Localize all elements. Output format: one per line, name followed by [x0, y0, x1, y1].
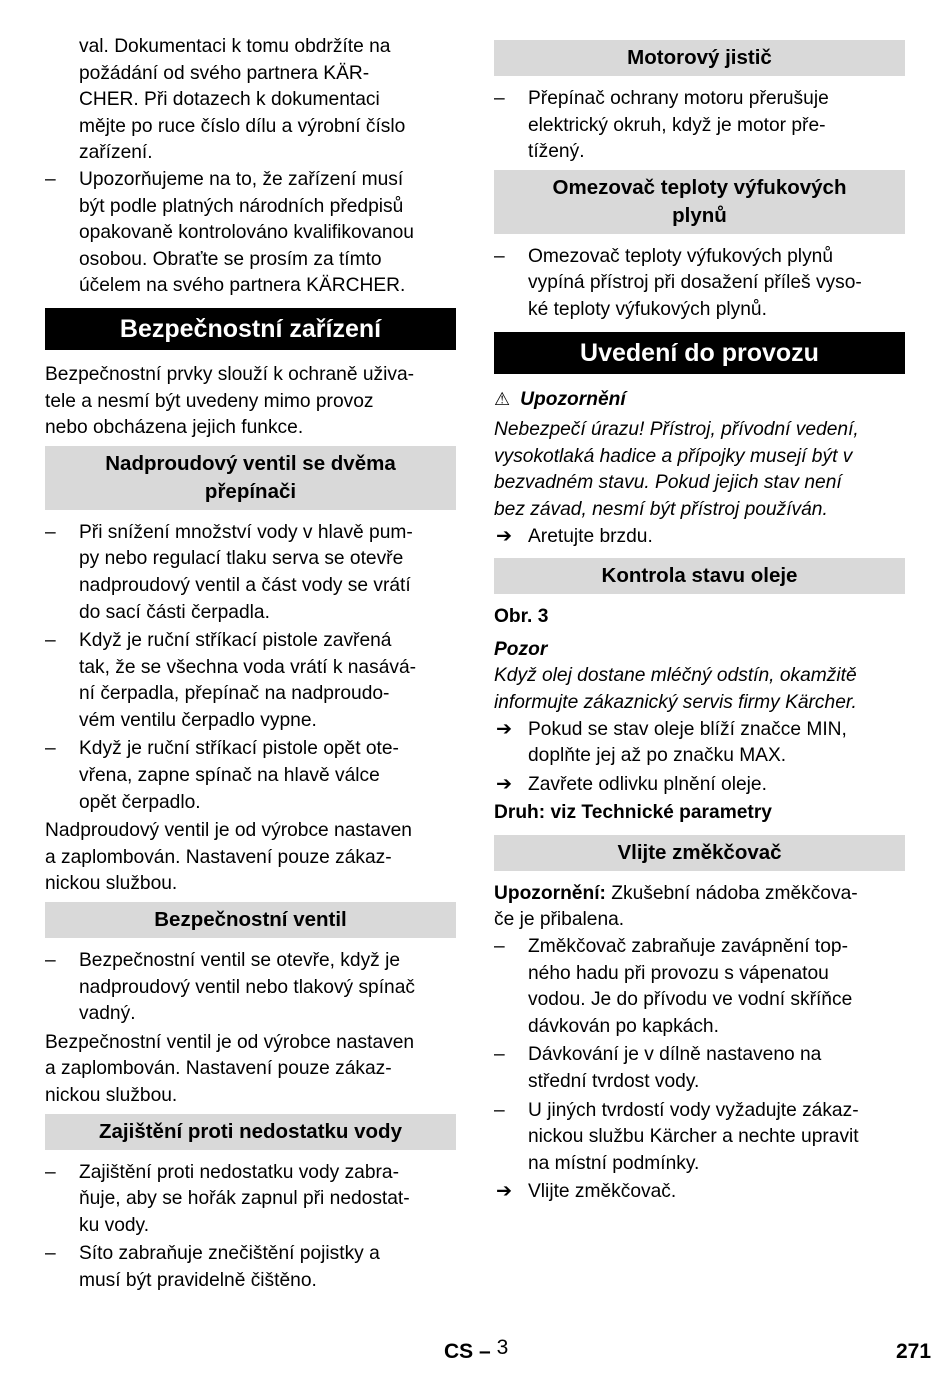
arrow-icon: ➔ [496, 718, 513, 740]
step-item: ➔ Pokud se stav oleje blíží značce MIN, doplňte jej až po značku MAX. [496, 718, 847, 767]
overflow-paragraph: Nadproudový ventil je od výrobce nastaven a zaplombován. Nastavení pouze zákaz- nickou službou. [45, 820, 412, 895]
figure-reference: Obr. 3 [494, 606, 549, 628]
caution-heading: Pozor [494, 638, 548, 660]
subheading-water-shortage: Zajištění proti nedostatku vody [45, 1114, 456, 1150]
step-item: ➔ Vlijte změkčovač. [494, 1179, 905, 1206]
valve-paragraph: Bezpečnostní ventil je od výrobce nastaven a zaplombován. Nastavení pouze zákaz- nickou službou. [45, 1031, 415, 1106]
intro-dash-item: – Upozorňujeme na to, že zařízení musí být podle platných národních předpisů opakovaně kontrolováno kvalifikovanou osobou. Obraťte se prosím za tímto účelem na svého partnera KÄRCHER. [45, 168, 414, 297]
subheading-oil-check: Kontrola stavu oleje [494, 558, 905, 594]
list-item: – Když je ruční stříkací pistole zavřená tak, že se všechna voda vrátí k nasává- ní čerpadla, přepínač na nadproudo- vém ventilu čerpadlo vypne. [45, 630, 417, 731]
subheading-safety-valve: Bezpečnostní ventil [45, 902, 456, 938]
arrow-icon: ➔ [496, 773, 513, 795]
list-item: – Bezpečnostní ventil se otevře, když je nadproudový ventil nebo tlakový spínač vadný. [45, 950, 415, 1025]
step-item: ➔ Zavřete odlivku plnění oleje. [494, 772, 905, 799]
note-paragraph: Upozornění: Zkušební nádoba změkčova- če je přibalena. [494, 882, 858, 931]
footer-language-page: CS – 3 [444, 1336, 509, 1363]
caution-text: Když olej dostane mléčný odstín, okamžitě informujte zákaznický servis firmy Kärcher. [494, 665, 857, 713]
intro-continued: val. Dokumentaci k tomu obdržíte na požádání od svého partnera KÄR- CHER. Při dotazech k dokumentaci mějte po ruce číslo dílu a výrobní číslo zařízení. [79, 36, 406, 164]
subheading-overflow-valve: Nadproudový ventil se dvěma přepínači [45, 446, 456, 510]
subheading-exhaust-limiter: Omezovač teploty výfukových plynů [494, 170, 905, 234]
section-heading-start: Uvedení do provozu [494, 332, 905, 374]
warning-text: Nebezpečí úrazu! Přístroj, přívodní vedení, vysokotlaká hadice a přípojky musejí být v bezvadném stavu. Pokud jejich stav není bez závad, nesmí být přístroj používán. [494, 419, 859, 520]
oil-type: Druh: viz Technické parametry [494, 802, 772, 824]
list-item: – Dávkování je v dílně nastaveno na střední tvrdost vody. [494, 1044, 822, 1093]
subheading-motor-breaker: Motorový jistič [494, 40, 905, 76]
arrow-icon: ➔ [496, 525, 513, 547]
warning-heading: ⚠ Upozornění [494, 388, 626, 410]
safety-paragraph: Bezpečnostní prvky slouží k ochraně uživa- tele a nesmí být uvedeny mimo provoz nebo obcházena jejich funkce. [45, 363, 415, 439]
list-item: – Přepínač ochrany motoru přerušuje elektrický okruh, když je motor pře- tížený. [494, 88, 829, 163]
section-heading-safety: Bezpečnostní zařízení [45, 308, 456, 350]
list-item: – Omezovač teploty výfukových plynů vypíná přístroj při dosažení příleš vyso- ké teploty výfukových plynů. [494, 245, 862, 320]
right-column [494, 40, 905, 1208]
list-item: – Když je ruční stříkací pistole opět ote- vřena, zapne spínač na hlavě válce opět čerpadlo. [45, 738, 399, 813]
list-item: – Změkčovač zabraňuje zavápnění top- ného hadu při provozu s vápenatou vodou. Je do přívodu ve vodní skříňce dávkován po kapkách. [494, 936, 853, 1037]
left-column [45, 34, 456, 1297]
step-item: ➔ Aretujte brzdu. [494, 524, 905, 551]
list-item: – Zajištění proti nedostatku vody zabra- ňuje, aby se hořák zapnul při nedostat- ku vody. [45, 1161, 410, 1236]
subheading-softener: Vlijte změkčovač [494, 835, 905, 871]
footer-page-number: 271 [896, 1340, 932, 1363]
list-item: – U jiných tvrdostí vody vyžadujte zákaz- nickou službu Kärcher a nechte upravit na místní podmínky. [494, 1099, 859, 1174]
list-item: – Při snížení množství vody v hlavě pum- py nebo regulací tlaku serva se otevře nadproudový ventil a část vody se vrátí do sací části čerpadla. [45, 521, 413, 623]
arrow-icon: ➔ [496, 1181, 513, 1203]
list-item: – Síto zabraňuje znečištění pojistky a musí být pravidelně čištěno. [45, 1243, 380, 1291]
warning-triangle-icon: ⚠ [494, 388, 511, 409]
